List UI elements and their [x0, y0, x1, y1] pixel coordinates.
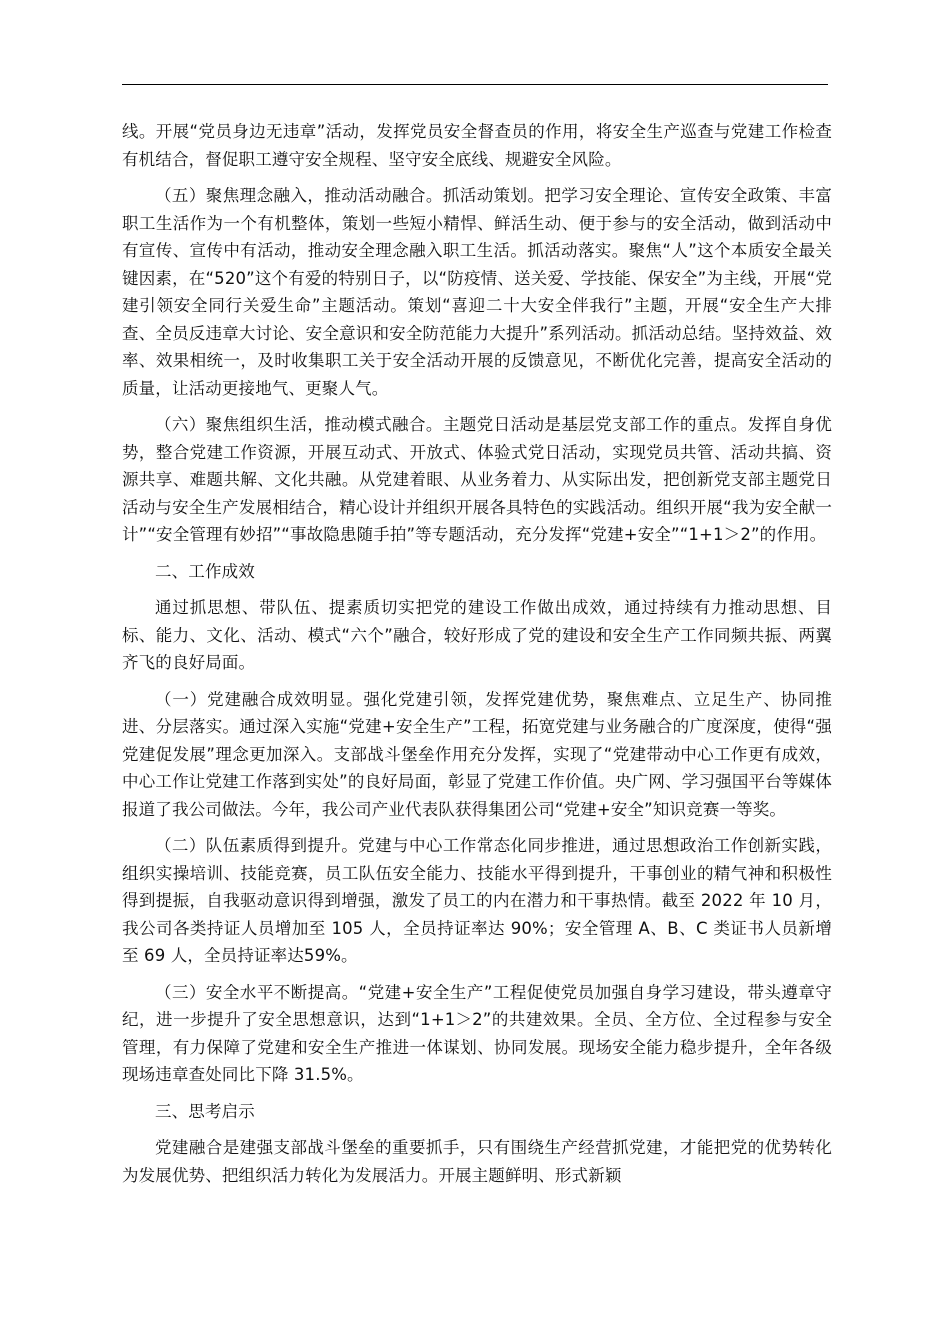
header-rule — [122, 84, 828, 85]
paragraph-results-intro: 通过抓思想、带队伍、提素质切实把党的建设工作做出成效，通过持续有力推动思想、目标、能力、文化、活动、模式“六个”融合，较好形成了党的建设和安全生产工作同频共振、两翼齐飞的良好局面。 — [122, 598, 832, 672]
heading-work-results: 二、工作成效 — [155, 561, 255, 581]
paragraph-result-1: （一）党建融合成效明显。强化党建引领，发挥党建优势，聚焦难点、立足生产、协同推进、分层落实。通过深入实施“党建+安全生产”工程，拓宽党建与业务融合的广度深度，使得“强党建促发展”理念更加深入。支部战斗堡垒作用充分发挥，实现了“党建带动中心工作更有成效，中心工作让党建工作落到实处”的良好局面，彰显了党建工作价值。央广网、学习强国平台等媒体报道了我公司做法。今年，我公司产业代表队获得集团公司“党建+安全”知识竞赛一等奖。 — [122, 689, 832, 819]
paragraph-result-3: （三）安全水平不断提高。“党建+安全生产”工程促使党员加强自身学习建设，带头遵章守纪，进一步提升了安全思想意识，达到“1+1＞2”的共建效果。全员、全方位、全过程参与安全管理，有力保障了党建和安全生产推进一体谋划、协同发展。现场安全能力稳步提升，全年各级现场违章查处同比下降 31.5%。 — [122, 982, 832, 1084]
paragraph-continuation: 线。开展“党员身边无违章”活动，发挥党员安全督查员的作用，将安全生产巡查与党建工作检查有机结合，督促职工遵守安全规程、坚守安全底线、规避安全风险。 — [122, 122, 832, 169]
paragraph-section-6: （六）聚焦组织生活，推动模式融合。主题党日活动是基层党支部工作的重点。发挥自身优势，整合党建工作资源，开展互动式、开放式、体验式党日活动，实现党员共管、活动共搞、资源共享、难题共解、文化共融。从党建着眼、从业务着力、从实际出发，把创新党支部主题党日活动与安全生产发展相结合，精心设计并组织开展各具特色的实践活动。组织开展“我为安全献一计”“安全管理有妙招”“事故隐患随手拍”等专题活动，充分发挥“党建+安全”“1+1＞2”的作用。 — [122, 415, 832, 544]
paragraph-result-2: （二）队伍素质得到提升。党建与中心工作常态化同步推进，通过思想政治工作创新实践，组织实操培训、技能竞赛，员工队伍安全能力、技能水平得到提升，干事创业的精气神和积极性得到提振，自我驱动意识得到增强，激发了员工的内在潜力和干事热情。截至 2022 年 10 月，我公司各类持证人员增加至 105 人，全员持证率达 90%；安全管理 A、B、C 类证书人员新增至 69 人，全员持证率达59%。 — [122, 836, 832, 965]
paragraph-reflections: 党建融合是建强支部战斗堡垒的重要抓手，只有围绕生产经营抓党建，才能把党的优势转化为发展优势、把组织活力转化为发展活力。开展主题鲜明、形式新颖 — [122, 1138, 832, 1185]
paragraph-section-5: （五）聚焦理念融入，推动活动融合。抓活动策划。把学习安全理论、宣传安全政策、丰富职工生活作为一个有机整体，策划一些短小精悍、鲜活生动、便于参与的安全活动，做到活动中有宣传、宣传中有活动，推动安全理念融入职工生活。抓活动落实。聚焦“人”这个本质安全最关键因素，在“520”这个有爱的特别日子，以“防疫情、送关爱、学技能、保安全”为主线，开展“党建引领安全同行关爱生命”主题活动。策划“喜迎二十大安全伴我行”主题，开展“安全生产大排查、全员反违章大讨论、安全意识和安全防范能力大提升”系列活动。抓活动总结。坚持效益、效率、效果相统一，及时收集职工关于安全活动开展的反馈意见，不断优化完善，提高安全活动的质量，让活动更接地气、更聚人气。 — [122, 186, 832, 398]
heading-reflections: 三、思考启示 — [155, 1101, 255, 1121]
document-body — [122, 118, 832, 1198]
